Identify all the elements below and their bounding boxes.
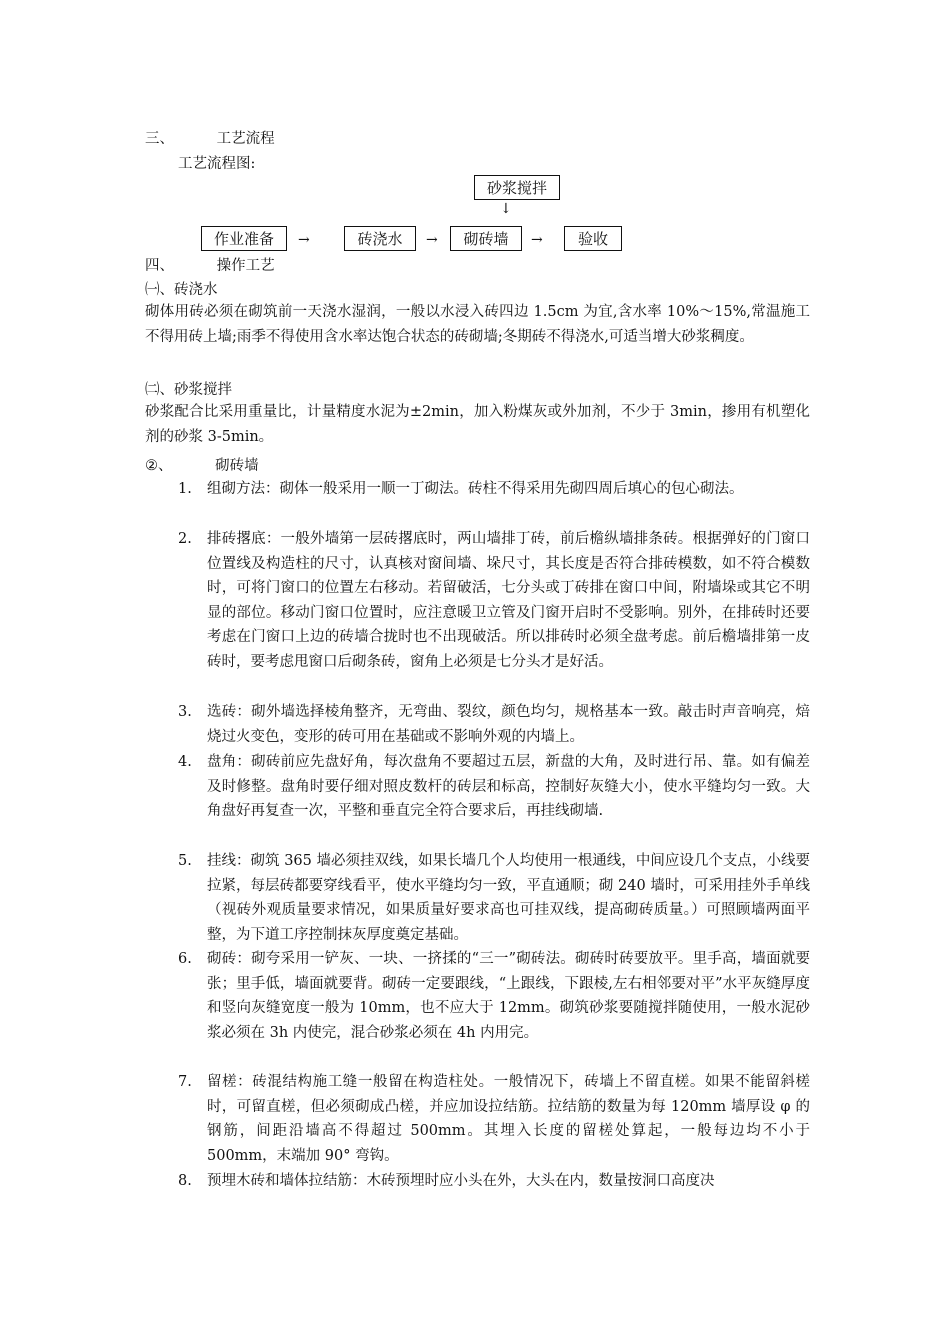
item-number: 3. bbox=[178, 704, 192, 720]
list-item bbox=[178, 849, 810, 947]
subsection-heading-1: ㈠、砖浇水 bbox=[145, 282, 218, 298]
down-arrow-icon: ↓ bbox=[500, 201, 512, 217]
section-title: 操作工艺 bbox=[216, 258, 275, 274]
item-text: 预埋木砖和墙体拉结筋：木砖预埋时应小头在外，大头在内，数量按洞口高度决 bbox=[207, 1173, 715, 1189]
subsection-title: 砌砖墙 bbox=[215, 458, 259, 474]
item-number: 6. bbox=[178, 951, 192, 967]
flow-box-prep: 作业准备 bbox=[201, 226, 287, 251]
list-item bbox=[178, 527, 810, 675]
item-text: 挂线：砌筑 365 墙必须挂双线，如果长墙几个人均使用一根通线，中间应设几个支点，小线要拉紧，每层砖都要穿线看平，使水平缝均匀一致，平直通顺；砌 240 墙时，可采用挂外手单线（视砖外观质量要求情况，如果质量好要求高也可挂双线，提高砌砖质量。）可照顾墙两面平整，为下道工序控制抹灰厚度奠定基础。 bbox=[207, 853, 810, 943]
item-text: 选砖：砌外墙选择棱角整齐，无弯曲、裂纹，颜色均匀，规格基本一致。敲击时声音响亮，焙烧过火变色，变形的砖可用在基础或不影响外观的内墙上。 bbox=[207, 704, 810, 745]
list-item bbox=[178, 700, 810, 749]
item-text: 盘角：砌砖前应先盘好角，每次盘角不要超过五层，新盘的大角，及时进行吊、靠。如有偏差及时修整。盘角时要仔细对照皮数杆的砖层和标高，控制好灰缝大小，使水平缝均匀一致。大角盘好再复查一次，平整和垂直完全符合要求后，再挂线砌墙. bbox=[207, 754, 810, 820]
subsection-1-text: 砌体用砖必须在砌筑前一天浇水湿润，一般以水浸入砖四边 1.5cm 为宜,含水率 10%～15%,常温施工不得用砖上墙;雨季不得使用含水率达饱合状态的砖砌墙;冬期砖不得浇水,可适当增大砂浆稠度。 bbox=[145, 304, 810, 345]
subsection-heading-2: ㈡、砂浆搅拌 bbox=[145, 382, 232, 398]
flow-box-mortar: 砂浆搅拌 bbox=[474, 175, 560, 200]
flow-box-wall: 砌砖墙 bbox=[450, 226, 522, 251]
subsection-2-text: 砂浆配合比采用重量比，计量精度水泥为±2min，加入粉煤灰或外加剂，不少于 3min，掺用有机塑化剂的砂浆 3-5min。 bbox=[145, 404, 810, 445]
item-number: 4. bbox=[178, 754, 192, 770]
section-number: 三、 bbox=[145, 131, 174, 147]
right-arrow-icon: → bbox=[426, 232, 438, 248]
section-number: 四、 bbox=[145, 258, 174, 274]
flow-box-water: 砖浇水 bbox=[344, 226, 416, 251]
item-number: 5. bbox=[178, 853, 192, 869]
section-heading-4 bbox=[145, 254, 275, 275]
item-number: 7. bbox=[178, 1074, 192, 1090]
item-text: 组砌方法：砌体一般采用一顺一丁砌法。砖柱不得采用先砌四周后填心的包心砌法。 bbox=[207, 481, 744, 497]
list-item bbox=[178, 750, 810, 824]
item-text: 留槎：砖混结构施工缝一般留在构造柱处。一般情况下，砖墙上不留直槎。如果不能留斜槎时，可留直槎，但必须砌成凸槎，并应加设拉结筋。拉结筋的数量为每 120mm 墙厚设 φ 的钢筋，间距沿墙高不得超过 500mm。其埋入长度的留槎处算起，一般每边均不小于 500mm，末端加 90° 弯钩。 bbox=[207, 1074, 810, 1164]
section-heading-3 bbox=[145, 127, 275, 148]
section-title: 工艺流程 bbox=[216, 131, 275, 147]
item-number: 8. bbox=[178, 1173, 192, 1189]
item-number: 1. bbox=[178, 481, 192, 497]
list-item bbox=[178, 1169, 810, 1194]
right-arrow-icon: → bbox=[298, 232, 310, 248]
item-number: 2. bbox=[178, 531, 192, 547]
item-text: 排砖撂底：一般外墙第一层砖撂底时，两山墙排丁砖，前后檐纵墙排条砖。根据弹好的门窗口位置线及构造柱的尺寸，认真核对窗间墙、垛尺寸，其长度是否符合排砖模数，如不符合模数时，可将门窗口的位置左右移动。若留破活，七分头或丁砖排在窗口中间，附墙垛或其它不明显的部位。移动门窗口位置时，应注意暖卫立管及门窗开启时不受影响。别外，在排砖时还要考虑在门窗口上边的砖墙合拢时也不出现破活。所以排砖时必须全盘考虑。前后檐墙排第一皮砖时，要考虑甩窗口后砌条砖，窗角上必须是七分头才是好活。 bbox=[207, 531, 810, 670]
item-text: 砌砖：砌夸采用一铲灰、一块、一挤揉的“三一”砌砖法。砌砖时砖要放平。里手高，墙面就要张；里手低，墙面就要背。砌砖一定要跟线，“上跟线，下跟棱,左右相邻要对平”水平灰缝厚度和竖向灰缝宽度一般为 10mm，也不应大于 12mm。砌筑砂浆要随搅拌随使用，一般水泥砂浆必须在 3h 内使完，混合砂浆必须在 4h 内用完。 bbox=[207, 951, 810, 1041]
subsection-heading-3 bbox=[145, 454, 259, 475]
list-item bbox=[178, 947, 810, 1045]
subsection-number: ②、 bbox=[145, 458, 173, 474]
list-item bbox=[178, 1070, 810, 1168]
flow-box-accept: 验收 bbox=[564, 226, 622, 251]
right-arrow-icon: → bbox=[531, 232, 543, 248]
list-item bbox=[178, 477, 810, 502]
flow-caption: 工艺流程图: bbox=[178, 156, 256, 172]
